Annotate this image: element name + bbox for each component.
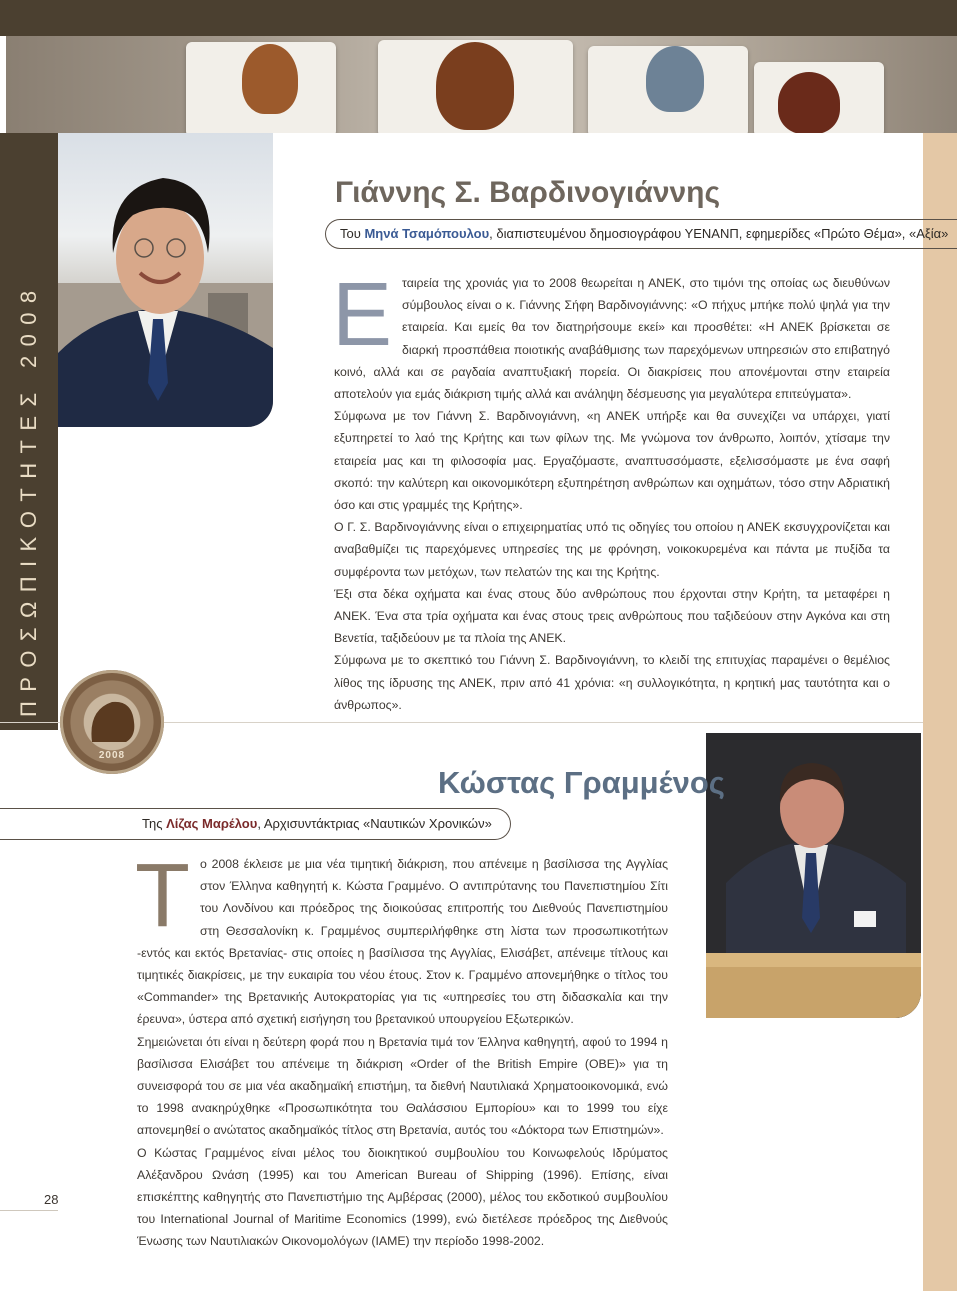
portrait-vardinogiannis: [58, 133, 273, 427]
head-silhouette: [242, 44, 298, 114]
page-number-rule: [0, 1210, 58, 1211]
article-paragraph: Ο Κώστας Γραμμένος είναι μέλος του διοικητικού συμβουλίου του Κοινωφελούς Ιδρύματος Αλέξανδρου Ωνάση (1995) και του American Bureau of Shipping (1996). Επίσης, είναι επισκέπτης καθηγητής στο Πανεπιστήμιο της Αμβέρσας (2000), μέλος του εκδοτικού συμβουλίου του International Journal of Maritime Economics (1999), ενώ διετέλεσε πρόεδρος της Διεθνούς Ένωσης των Ναυτιλιακών Οικονομολόγων (IAME) την περίοδο 1998-2002.: [137, 1145, 668, 1249]
byline-rest: , διαπιστευμένου δημοσιογράφου ΥΕΝΑΝΠ, εφημερίδες «Πρώτο Θέμα», «Αξία»: [489, 226, 949, 241]
article-paragraph: Έξι στα δέκα οχήματα και ένας στους δύο ανθρώπους που έρχονται στην Κρήτη, τα μεταφέρει η ΑΝΕΚ. Ένα στα τρία οχήματα και ένας στους τρεις ανθρώπους που ταξιδεύουν στην Αγκόνα και στη Βενετία, ταξιδεύουν με τα πλοία της ΑΝΕΚ.: [334, 586, 890, 646]
page-number: 28: [44, 1192, 59, 1207]
byline-author: Λίζας Μαρέλου: [166, 816, 258, 831]
article1-byline: [325, 219, 957, 249]
article-paragraph: Το 2008 έκλεισε με μια νέα τιμητική διάκριση, που απένειμε η βασίλισσα της Αγγλίας στον Έλληνα καθηγητή κ. Κώστα Γραμμένο. Ο αντιπρύτανης του Πανεπιστημίου Σίτι του Λονδίνου και πρόεδρος της διοικούσας επιτροπής του Διεθνούς Πανεπιστημίου στη Θεσσαλονίκη κ. Γραμμένος συμπεριλήφθηκε στη λίστα των προσωπικοτήτων -εντός και εκτός Βρετανίας- στις οποίες η βασίλισσα της Αγγλίας, Ελισάβετ, απένειμε τίτλους και τιμητικές διακρίσεις, με την ευκαιρία του νέου έτους. Στον κ. Γραμμένο απονεμήθηκε ο τίτλος του «Commander» της Βρετανικής Αυτοκρατορίας για τις «υπηρεσίες του στη διδασκαλία και την έρευνα», ύστερα από σχετική εισήγηση του βρετανικού υπουργείου Εξωτερικών.: [135, 846, 668, 1027]
portrait-illustration: [58, 133, 273, 427]
article1-body: [332, 265, 890, 716]
article2-title: Κώστας Γραμμένος: [438, 765, 725, 800]
dropcap: Ε: [332, 265, 393, 365]
article-paragraph: Εταιρεία της χρονιάς για το 2008 θεωρείται η ΑΝΕΚ, στο τιμόνι της οποίας ως διευθύνων σύμβουλος είναι ο κ. Γιάννης Σήφη Βαρδινογιάννης: «Ο πήχυς μπήκε πολύ ψηλά για την εταιρεία. Και εμείς θα τον διατηρήσουμε εκεί» και προσθέτει: «Η ΑΝΕΚ βρίσκεται σε διαρκή προσπάθεια ποιοτικής αναβάθμισης των παρεχόμενων υπηρεσιών στο επιβατηγό κοινό, αλλά και σε ραγδαία αναπτυξιακή πορεία. Οι διακρίσεις που απονέμονται στην εταιρεία αποτελούν για εμάς διάκριση τιμής αλλά και ανάληψη δέσμευσης για μεγαλύτερα επιτεύγματα».: [332, 265, 890, 402]
article-paragraph: Σύμφωνα με το σκεπτικό του Γιάννη Σ. Βαρδινογιάννη, το κλειδί της επιτυχίας παραμένει ο θεμέλιος λίθος της ίδρυσης της ΑΝΕΚ, πριν από 41 χρόνια: «η συλλογικότητα, η κρητική μας ταυτότητα και ο άνθρωπος».: [334, 653, 890, 712]
dropcap: Τ: [135, 846, 190, 946]
portrait-grammenos: [706, 733, 921, 1018]
byline-prefix: Του: [340, 226, 365, 241]
byline-rest: , Αρχισυντάκτριας «Ναυτικών Χρονικών»: [257, 816, 492, 831]
article-paragraph: Σημειώνεται ότι είναι η δεύτερη φορά που η Βρετανία τιμά τον Έλληνα καθηγητή, αφού το 1994 η βασίλισσα Ελισάβετ του απένειμε τη διάκριση «Order of the British Empire (OBE)» για τη συνεισφορά του σε μια νέα ακαδημαϊκή επιστήμη, τα διεθνή Ναυτιλιακά Χρηματοοικονομικά, ενώ το 1998 ανακηρύχθηκε «Προσωπικότητα του Θαλάσσιου Εμπορίου» και το 1999 του είχε απονεμηθεί ο ανώτατος ακαδημαϊκός τίτλος στη Βρετανία, αυτός του «Δόκτορα των Επιστημών».: [137, 1034, 668, 1138]
section-label: ΠΡΟΣΩΠΙΚΟΤΗΤΕΣ 2008: [16, 281, 41, 717]
article2-body: [135, 846, 668, 1253]
puzzle-banner-image: [6, 36, 957, 133]
portrait-illustration: [706, 733, 921, 1018]
head-silhouette: [436, 42, 514, 130]
article-paragraph: Σύμφωνα με τον Γιάννη Σ. Βαρδινογιάννη, «η ΑΝΕΚ υπήρξε και θα συνεχίζει να υπάρχει, γιατί εξυπηρετεί το λαό της Κρήτης και των φίλων της. Με γνώμονα τον άνθρωπο, λοιπόν, χτίσαμε την εταιρεία μας και τη φιλοσοφία μας. Εργαζόμαστε, αναπτυσσόμαστε, εξελισσόμαστε με ένα σαφή σκοπό: την καλύτερη και οικονομικότερη εξυπηρέτηση ανθρώπων και οχημάτων, τόσο στην Αδριατική όσο και στις γραμμές της Κρήτης».: [334, 409, 890, 513]
article1-title: Γιάννης Σ. Βαρδινογιάννης: [335, 176, 721, 209]
byline-prefix: Της: [142, 816, 167, 831]
right-accent-strip: [923, 133, 957, 1291]
personalities-seal-logo: [60, 670, 164, 774]
byline-author: Μηνά Τσαμόπουλου: [364, 226, 490, 241]
head-silhouette: [646, 46, 704, 112]
article2-byline: [0, 808, 511, 840]
head-silhouette: [778, 72, 840, 133]
article-paragraph: Ο Γ. Σ. Βαρδινογιάννης είναι ο επιχειρηματίας υπό τις οδηγίες του οποίου η ΑΝΕΚ εκσυγχρονίζεται και αναβαθμίζει τις παρεχόμενες υπηρεσίες της με φρόνηση, νοικοκυρεμένα και πάντα με πυξίδα τα συμφέροντα των μετόχων, των πελατών της και της Κρήτης.: [334, 520, 890, 579]
seal-year: 2008: [98, 750, 126, 761]
top-bar: [0, 0, 957, 36]
